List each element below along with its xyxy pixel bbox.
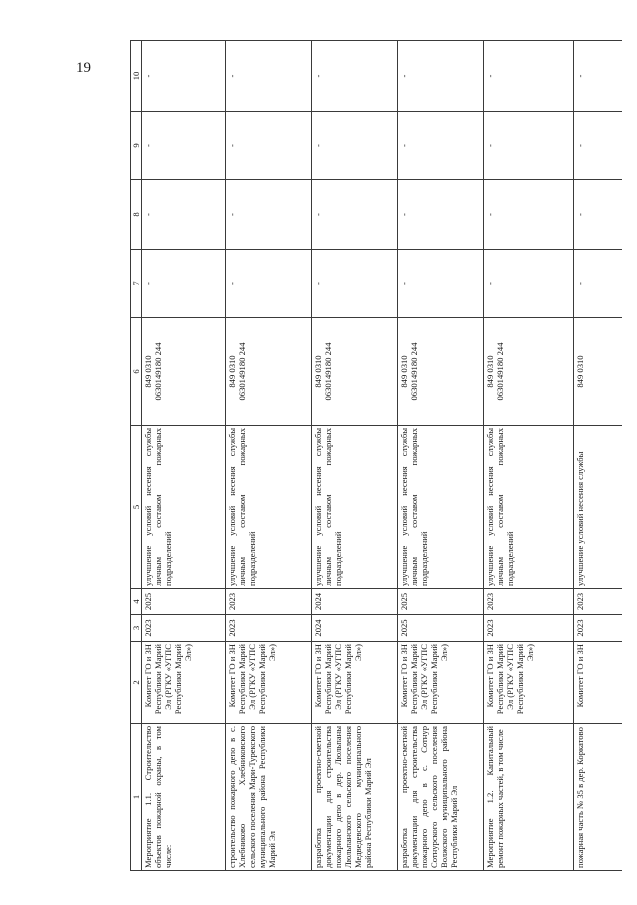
value-cell-7: - xyxy=(226,250,312,318)
expected-result: улучшение условий несения службы личным составом пожарных подразделений xyxy=(484,426,574,589)
end-year: 2023 xyxy=(226,589,312,615)
value-cell-10: - xyxy=(398,41,484,112)
responsible-executor: Комитет ГО и ЗН Республики Марий Эл (РГКУ «УГПС Республики Марий Эл») xyxy=(398,642,484,724)
activity-name: разработка проектно-сметной документации для строительства пожарного депо в дер. Люльпаны Люльпанского сельского поселения Медведевского муниципального района Республики Марий Эл xyxy=(312,724,398,871)
responsible-executor: Комитет ГО и ЗН xyxy=(574,642,622,724)
expected-result: улучшение условий несения службы личным составом пожарных подразделений xyxy=(142,426,226,589)
value-cell-7: - xyxy=(312,250,398,318)
value-cell-7: - xyxy=(484,250,574,318)
activity-name: Мероприятие 1.1. Строительство объектов пожарной охраны, в том числе: xyxy=(142,724,226,871)
value-cell-9: - xyxy=(142,112,226,180)
header-cell-10: 10 xyxy=(131,41,142,112)
table-row xyxy=(312,41,398,871)
budget-code-line-1: 849 0310 xyxy=(399,355,409,388)
budget-code-line-2: 0630149180 244 xyxy=(153,342,163,401)
header-cell-2: 2 xyxy=(131,642,142,724)
value-cell-9: - xyxy=(574,112,622,180)
table-row xyxy=(574,41,622,871)
value-cell-10: - xyxy=(226,41,312,112)
value-cell-8: - xyxy=(398,180,484,250)
header-cell-1: 1 xyxy=(131,724,142,871)
value-cell-9: - xyxy=(312,112,398,180)
value-cell-9: - xyxy=(398,112,484,180)
budget-code xyxy=(226,318,312,426)
table-header xyxy=(131,41,142,871)
table-row xyxy=(484,41,574,871)
header-cell-5: 5 xyxy=(131,426,142,589)
header-cell-4: 4 xyxy=(131,589,142,615)
budget-code-line-1: 849 0310 xyxy=(313,355,323,388)
start-year: 2023 xyxy=(574,615,622,642)
table-row xyxy=(226,41,312,871)
table-row xyxy=(398,41,484,871)
budget-code xyxy=(574,318,622,426)
header-cell-6: 6 xyxy=(131,318,142,426)
header-cell-9: 9 xyxy=(131,112,142,180)
responsible-executor: Комитет ГО и ЗН Республики Марий Эл (РГКУ «УГПС Республики Марий Эл») xyxy=(142,642,226,724)
expected-result: улучшение условий несения службы xyxy=(574,426,622,589)
start-year: 2023 xyxy=(142,615,226,642)
start-year: 2023 xyxy=(484,615,574,642)
budget-code-line-2: 0630149180 244 xyxy=(237,342,247,401)
budget-code xyxy=(312,318,398,426)
end-year: 2023 xyxy=(484,589,574,615)
start-year: 2024 xyxy=(312,615,398,642)
value-cell-8: - xyxy=(142,180,226,250)
end-year: 2024 xyxy=(312,589,398,615)
value-cell-10: - xyxy=(574,41,622,112)
value-cell-9: - xyxy=(226,112,312,180)
value-cell-8: - xyxy=(574,180,622,250)
page-number: 19 xyxy=(76,60,91,76)
expected-result: улучшение условий несения службы личным составом пожарных подразделений xyxy=(226,426,312,589)
start-year: 2025 xyxy=(398,615,484,642)
header-cell-8: 8 xyxy=(131,180,142,250)
responsible-executor: Комитет ГО и ЗН Республики Марий Эл (РГКУ «УГПС Республики Марий Эл») xyxy=(312,642,398,724)
rotated-table-container xyxy=(130,41,630,871)
start-year: 2023 xyxy=(226,615,312,642)
budget-code-line-2: 0630149180 244 xyxy=(495,342,505,401)
end-year: 2023 xyxy=(574,589,622,615)
activity-name: разработка проектно-сметной документации для строительства пожарного депо в с. Сотнур Сотнурского сельского поселения Волжского муниципального района Республики Марий Эл xyxy=(398,724,484,871)
end-year: 2025 xyxy=(142,589,226,615)
value-cell-10: - xyxy=(142,41,226,112)
header-row xyxy=(131,41,142,871)
budget-code-line-1: 849 0310 xyxy=(485,355,495,388)
responsible-executor: Комитет ГО и ЗН Республики Марий Эл (РГКУ «УГПС Республики Марий Эл») xyxy=(226,642,312,724)
header-cell-7: 7 xyxy=(131,250,142,318)
value-cell-7: - xyxy=(574,250,622,318)
budget-code xyxy=(484,318,574,426)
value-cell-8: - xyxy=(226,180,312,250)
budget-code-line-2: 0630149180 244 xyxy=(409,342,419,401)
budget-code xyxy=(398,318,484,426)
activity-name: строительство пожарного депо в с. Хлебниково Хлебниковского сельского поселения Мари-Турекского муниципального района Республики Марий Эл xyxy=(226,724,312,871)
value-cell-9: - xyxy=(484,112,574,180)
budget-code-line-1: 849 0310 xyxy=(575,355,585,388)
expected-result: улучшение условий несения службы личным составом пожарных подразделений xyxy=(398,426,484,589)
value-cell-10: - xyxy=(484,41,574,112)
header-cell-3: 3 xyxy=(131,615,142,642)
end-year: 2025 xyxy=(398,589,484,615)
activity-name: пожарная часть № 35 в дер. Коркатово xyxy=(574,724,622,871)
responsible-executor: Комитет ГО и ЗН Республики Марий Эл (РГКУ «УГПС Республики Марий Эл») xyxy=(484,642,574,724)
program-activities-table xyxy=(130,40,622,871)
budget-code-line-1: 849 0310 xyxy=(143,355,153,388)
activity-name: Мероприятие 1.2. Капитальный ремонт пожарных частей, в том числе xyxy=(484,724,574,871)
expected-result: улучшение условий несения службы личным составом пожарных подразделений xyxy=(312,426,398,589)
value-cell-10: - xyxy=(312,41,398,112)
value-cell-8: - xyxy=(484,180,574,250)
value-cell-7: - xyxy=(142,250,226,318)
table-row xyxy=(142,41,226,871)
budget-code xyxy=(142,318,226,426)
value-cell-7: - xyxy=(398,250,484,318)
value-cell-8: - xyxy=(312,180,398,250)
budget-code-line-1: 849 0310 xyxy=(227,355,237,388)
budget-code-line-2: 0630149180 244 xyxy=(323,342,333,401)
